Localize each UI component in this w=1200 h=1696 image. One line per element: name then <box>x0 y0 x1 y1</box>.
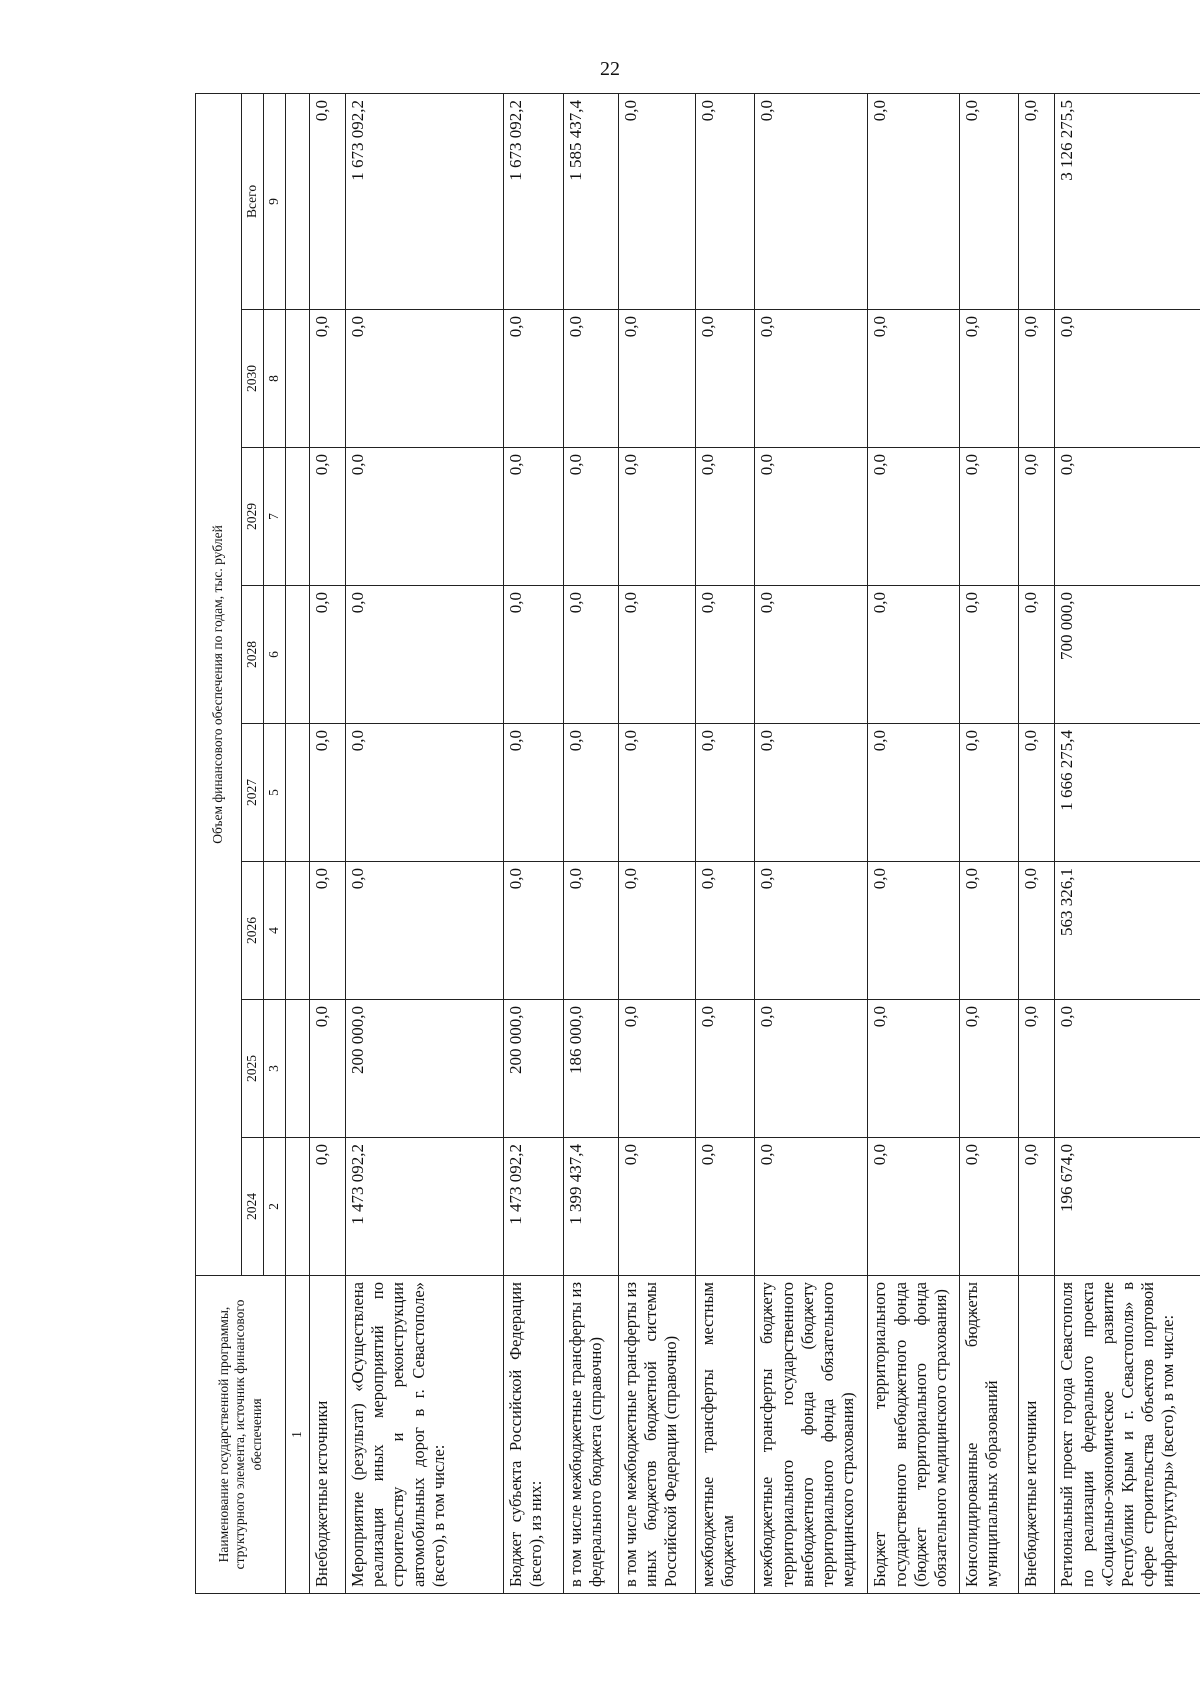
year-header: 2028 <box>242 586 264 724</box>
total-value-cell: 0,0 <box>310 93 346 309</box>
row-label: Мероприятие (результат) «Осуществлена реализация иных мероприятий по строительству и реконструкции автомобильных дорог в г. Севастополе» (всего), в том числе: <box>346 1276 504 1594</box>
value-cell: 0,0 <box>1019 862 1055 1000</box>
value-cell: 0,0 <box>503 586 563 724</box>
row-label: в том числе межбюджетные трансферты из федерального бюджета (справочно) <box>563 1276 618 1594</box>
value-cell: 0,0 <box>1055 1000 1200 1138</box>
value-cell: 0,0 <box>695 310 755 448</box>
value-cell: 0,0 <box>310 1000 346 1138</box>
value-cell: 0,0 <box>868 1000 959 1138</box>
value-cell: 0,0 <box>310 724 346 862</box>
table-row <box>563 93 618 1593</box>
value-cell: 0,0 <box>1019 448 1055 586</box>
empty-cell <box>286 586 310 724</box>
row-label: Региональный проект города Севастополя по реализации федерального проекта «Социально-экономическое развитие Республики Крым и г. Севастополя» в сфере строительства объектов портовой инфраструктуры» (всего), в том числе: <box>1055 1276 1200 1594</box>
value-cell: 0,0 <box>755 862 868 1000</box>
value-cell: 0,0 <box>346 448 504 586</box>
row-label: в том числе межбюджетные трансферты из иных бюджетов бюджетной системы Российской Федерации (справочно) <box>619 1276 696 1594</box>
empty-cell <box>286 862 310 1000</box>
table-row <box>695 93 755 1593</box>
total-value-cell: 3 126 275,5 <box>1055 93 1200 309</box>
value-cell: 0,0 <box>959 310 1019 448</box>
value-cell: 0,0 <box>563 862 618 1000</box>
value-cell: 0,0 <box>563 448 618 586</box>
value-cell: 0,0 <box>1019 310 1055 448</box>
value-cell: 563 326,1 <box>1055 862 1200 1000</box>
value-cell: 0,0 <box>563 310 618 448</box>
value-cell: 0,0 <box>310 586 346 724</box>
value-cell: 0,0 <box>619 448 696 586</box>
value-cell: 0,0 <box>310 448 346 586</box>
value-cell: 1 473 092,2 <box>346 1138 504 1276</box>
value-cell: 0,0 <box>959 862 1019 1000</box>
empty-cell <box>286 448 310 586</box>
table-body <box>310 93 1200 1593</box>
table-row <box>959 93 1019 1593</box>
value-cell: 200 000,0 <box>346 1000 504 1138</box>
row-label: Бюджет территориального государственного внебюджетного фонда (бюджет территориального фонда обязательного медицинского страхования) <box>868 1276 959 1594</box>
column-number: 9 <box>264 93 286 309</box>
row-label: Консолидированные бюджеты муниципальных образований <box>959 1276 1019 1594</box>
value-cell: 0,0 <box>346 586 504 724</box>
value-cell: 0,0 <box>868 310 959 448</box>
value-cell: 0,0 <box>563 586 618 724</box>
value-cell: 0,0 <box>695 724 755 862</box>
value-cell: 0,0 <box>755 448 868 586</box>
total-value-cell: 0,0 <box>1019 93 1055 309</box>
empty-cell <box>286 1138 310 1276</box>
value-cell: 700 000,0 <box>1055 586 1200 724</box>
value-cell: 0,0 <box>755 1000 868 1138</box>
value-cell: 0,0 <box>1055 448 1200 586</box>
name-column-header: Наименование государственной программы, структурного элемента, источник финансового обеспечения <box>196 1276 286 1594</box>
year-header: 2030 <box>242 310 264 448</box>
year-header: 2029 <box>242 448 264 586</box>
value-cell: 0,0 <box>868 724 959 862</box>
table-row <box>346 93 504 1593</box>
column-number: 5 <box>264 724 286 862</box>
value-cell: 0,0 <box>346 310 504 448</box>
rotated-table-wrapper <box>195 94 1200 1594</box>
table-row <box>1055 93 1200 1593</box>
total-value-cell: 1 585 437,4 <box>563 93 618 309</box>
value-cell: 0,0 <box>755 724 868 862</box>
row-label: Бюджет субъекта Российской Федерации (всего), из них: <box>503 1276 563 1594</box>
empty-cell <box>286 310 310 448</box>
row-label: Внебюджетные источники <box>1019 1276 1055 1594</box>
value-cell: 0,0 <box>868 862 959 1000</box>
value-cell: 0,0 <box>619 310 696 448</box>
value-cell: 0,0 <box>310 310 346 448</box>
value-cell: 0,0 <box>1019 724 1055 862</box>
value-cell: 0,0 <box>1019 586 1055 724</box>
value-cell: 0,0 <box>695 1138 755 1276</box>
value-cell: 0,0 <box>868 448 959 586</box>
empty-cell <box>286 724 310 862</box>
column-number: 1 <box>286 1276 310 1594</box>
value-cell: 0,0 <box>1019 1138 1055 1276</box>
table-row <box>310 93 346 1593</box>
value-cell: 0,0 <box>619 862 696 1000</box>
table-row <box>755 93 868 1593</box>
total-value-cell: 1 673 092,2 <box>346 93 504 309</box>
row-label: межбюджетные трансферты местным бюджетам <box>695 1276 755 1594</box>
value-cell: 196 674,0 <box>1055 1138 1200 1276</box>
value-cell: 0,0 <box>959 586 1019 724</box>
column-number: 2 <box>264 1138 286 1276</box>
value-cell: 0,0 <box>619 724 696 862</box>
value-cell: 0,0 <box>503 448 563 586</box>
value-cell: 0,0 <box>695 1000 755 1138</box>
year-header: 2027 <box>242 724 264 862</box>
value-cell: 0,0 <box>1055 310 1200 448</box>
value-cell: 0,0 <box>959 448 1019 586</box>
column-number: 6 <box>264 586 286 724</box>
value-cell: 186 000,0 <box>563 1000 618 1138</box>
value-cell: 0,0 <box>503 310 563 448</box>
value-cell: 0,0 <box>310 1138 346 1276</box>
value-cell: 0,0 <box>755 1138 868 1276</box>
value-cell: 0,0 <box>695 586 755 724</box>
table-row <box>1019 93 1055 1593</box>
table-row <box>503 93 563 1593</box>
value-cell: 0,0 <box>346 724 504 862</box>
year-header: 2026 <box>242 862 264 1000</box>
value-cell: 0,0 <box>755 586 868 724</box>
year-header: 2024 <box>242 1138 264 1276</box>
column-number: 3 <box>264 1000 286 1138</box>
value-cell: 1 473 092,2 <box>503 1138 563 1276</box>
year-header: 2025 <box>242 1000 264 1138</box>
value-cell: 0,0 <box>1019 1000 1055 1138</box>
value-cell: 0,0 <box>503 724 563 862</box>
page-number: 22 <box>600 58 620 80</box>
value-cell: 0,0 <box>346 862 504 1000</box>
total-value-cell: 0,0 <box>959 93 1019 309</box>
value-cell: 0,0 <box>503 862 563 1000</box>
column-number: 7 <box>264 448 286 586</box>
value-cell: 0,0 <box>959 1138 1019 1276</box>
value-cell: 0,0 <box>868 1138 959 1276</box>
table-row <box>868 93 959 1593</box>
empty-cell <box>286 1000 310 1138</box>
total-header: Всего <box>242 93 264 309</box>
table-row <box>619 93 696 1593</box>
column-number: 4 <box>264 862 286 1000</box>
value-cell: 0,0 <box>619 1138 696 1276</box>
volume-caption: Объем финансового обеспечения по годам, тыс. рублей <box>196 93 242 1275</box>
total-value-cell: 1 673 092,2 <box>503 93 563 309</box>
value-cell: 0,0 <box>695 448 755 586</box>
value-cell: 0,0 <box>755 310 868 448</box>
row-label: межбюджетные трансферты бюджету территориального государственного внебюджетного фонда (бюджету территориального фонда обязательного медицинского страхования) <box>755 1276 868 1594</box>
empty-cell <box>286 93 310 309</box>
row-label: Внебюджетные источники <box>310 1276 346 1594</box>
value-cell: 0,0 <box>695 862 755 1000</box>
total-value-cell: 0,0 <box>868 93 959 309</box>
column-number: 8 <box>264 310 286 448</box>
value-cell: 0,0 <box>868 586 959 724</box>
total-value-cell: 0,0 <box>619 93 696 309</box>
total-value-cell: 0,0 <box>755 93 868 309</box>
value-cell: 0,0 <box>959 724 1019 862</box>
value-cell: 0,0 <box>619 586 696 724</box>
financing-table <box>195 93 1200 1594</box>
value-cell: 0,0 <box>619 1000 696 1138</box>
value-cell: 0,0 <box>563 724 618 862</box>
value-cell: 0,0 <box>310 862 346 1000</box>
value-cell: 200 000,0 <box>503 1000 563 1138</box>
value-cell: 0,0 <box>959 1000 1019 1138</box>
total-value-cell: 0,0 <box>695 93 755 309</box>
value-cell: 1 399 437,4 <box>563 1138 618 1276</box>
value-cell: 1 666 275,4 <box>1055 724 1200 862</box>
